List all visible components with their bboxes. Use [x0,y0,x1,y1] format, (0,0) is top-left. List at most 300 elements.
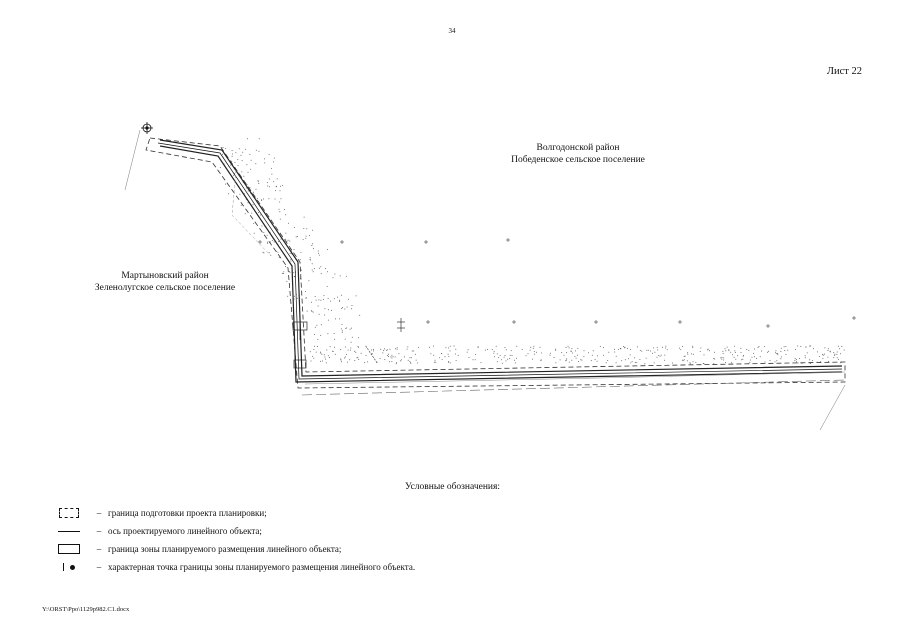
stipple-dot [364,362,365,363]
stipple-dot [329,357,330,358]
settlement-name: Победенское сельское поселение [511,155,645,165]
stipple-dot [355,352,356,353]
stipple-dot [313,312,314,313]
stipple-dot [795,349,796,350]
stipple-dot [228,193,229,194]
stipple-dot [679,348,680,349]
stipple-dot [269,252,270,253]
stipple-dot [580,359,581,360]
stipple-dot [307,311,308,312]
stipple-dot [639,359,640,360]
stipple-dot [588,352,589,353]
stipple-dot [358,347,359,348]
stipple-dot [781,348,782,349]
stipple-dot [271,174,272,175]
stipple-dot [312,230,313,231]
stipple-dot [800,346,801,347]
stipple-dot [319,255,320,256]
stipple-dot [231,161,232,162]
stipple-dot [371,354,372,355]
stipple-dot [754,349,755,350]
stipple-dot [731,362,732,363]
stipple-dot [233,175,234,176]
stipple-dot [258,181,259,182]
solid-line-icon [48,524,90,538]
stipple-dot [348,350,349,351]
stipple-dot [396,363,397,364]
stipple-dot [398,353,399,354]
stipple-dot [288,240,289,241]
stipple-dot [692,347,693,348]
stipple-dot [285,214,286,215]
stipple-dot [657,350,658,351]
stipple-dot [550,353,551,354]
stipple-dot [667,349,668,350]
stipple-dot [346,276,347,277]
stipple-dot [283,271,284,272]
stipple-dot [805,357,806,358]
stipple-dot [270,255,271,256]
stipple-dot [780,358,781,359]
stipple-dot [354,360,355,361]
stipple-dot [345,347,346,348]
stipple-dot [285,266,286,267]
stipple-dot [822,358,823,359]
stipple-dot [391,358,392,359]
stipple-dot [430,353,431,354]
stipple-dot [810,363,811,364]
stipple-dot [272,240,273,241]
stipple-dot [690,363,691,364]
stipple-dot [841,346,842,347]
stipple-dot [368,349,369,350]
stipple-dot [306,297,307,298]
stipple-dot [434,362,435,363]
stipple-dot [636,362,637,363]
stipple-dot [620,348,621,349]
stipple-dot [350,329,351,330]
stipple-dot [318,251,319,252]
stipple-dot [342,330,343,331]
stipple-dot [372,356,373,357]
stipple-dot [592,355,593,356]
stipple-dot [737,355,738,356]
stipple-dot [327,286,328,287]
stipple-dot [637,346,638,347]
legend-item [48,558,568,576]
stipple-dot [796,359,797,360]
stipple-dot [450,362,451,363]
stipple-dot [641,351,642,352]
stipple-dot [320,352,321,353]
stipple-dot [267,243,268,244]
stipple-dot [828,350,829,351]
stipple-dot [263,252,264,253]
stipple-dot [341,361,342,362]
stipple-dot [256,150,257,151]
stipple-dot [294,276,295,277]
stipple-dot [501,359,502,360]
stipple-dot [389,361,390,362]
stipple-dot [648,350,649,351]
stipple-dot [335,318,336,319]
stipple-dot [603,347,604,348]
stipple-dot [328,298,329,299]
stipple-dot [566,347,567,348]
stipple-dot [254,233,255,234]
stipple-dot [735,359,736,360]
stipple-dot [269,186,270,187]
stipple-dot [796,361,797,362]
stipple-dot [305,238,306,239]
stipple-dot [301,270,302,271]
stipple-dot [714,352,715,353]
stipple-dot [306,228,307,229]
stipple-dot [340,359,341,360]
stipple-dot [776,353,777,354]
stipple-dot [418,347,419,348]
stipple-dot [646,358,647,359]
zone-boundary-outer [160,140,842,376]
stipple-dot [366,355,367,356]
stipple-dot [597,361,598,362]
stipple-dot [237,159,238,160]
stipple-dot [258,212,259,213]
stipple-dot [284,209,285,210]
stipple-dot [257,198,258,199]
stipple-dot [342,324,343,325]
stipple-dot [288,223,289,224]
stipple-dot [722,357,723,358]
stipple-dot [279,211,280,212]
stipple-dot [313,248,314,249]
stipple-dot [600,346,601,347]
stipple-dot [532,359,533,360]
stipple-dot [296,236,297,237]
stipple-dot [267,242,268,243]
stipple-dot [714,359,715,360]
stipple-dot [319,268,320,269]
stipple-dot [571,360,572,361]
stipple-dot [225,148,226,149]
stipple-dot [576,358,577,359]
planning-boundary-line [146,138,845,388]
stipple-dot [650,351,651,352]
stipple-dot [606,362,607,363]
stipple-dot [478,347,479,348]
stipple-dot [839,348,840,349]
stipple-dot [358,346,359,347]
stipple-dot [334,333,335,334]
stipple-dot [509,358,510,359]
stipple-dot [541,353,542,354]
stipple-dot [630,354,631,355]
stipple-dot [533,348,534,349]
stipple-dot [225,184,226,185]
stipple-dot [654,352,655,353]
stipple-dot [349,359,350,360]
stipple-dot [664,360,665,361]
stipple-dot [345,357,346,358]
legend-title: Условные обозначения: [404,482,500,492]
stipple-dot [798,363,799,364]
stipple-dot [530,350,531,351]
stipple-dot [838,346,839,347]
stipple-dot [261,199,262,200]
stipple-dot [358,359,359,360]
stipple-dot [777,354,778,355]
stipple-dot [498,357,499,358]
stipple-dot [281,239,282,240]
stipple-dot [267,182,268,183]
stipple-dot [805,355,806,356]
stipple-dot [273,161,274,162]
stipple-dot [700,351,701,352]
legend-dash: – [96,544,102,554]
stipple-dot [561,352,562,353]
stipple-dot [376,361,377,362]
stipple-dot [263,252,264,253]
stipple-dot [566,352,567,353]
stipple-dot [785,346,786,347]
stipple-dot [732,354,733,355]
stipple-dot [685,356,686,357]
stipple-dot [239,148,240,149]
road-line [820,385,845,430]
stipple-dot [770,360,771,361]
stipple-dot [672,363,673,364]
stipple-dot [347,362,348,363]
stipple-dot [320,353,321,354]
stipple-dot [239,194,240,195]
stipple-dot [433,355,434,356]
stipple-dot [258,180,259,181]
stipple-dot [768,351,769,352]
stipple-dot [625,359,626,360]
stipple-dot [550,355,551,356]
stipple-dot [828,361,829,362]
stipple-dot [680,349,681,350]
terrain-stipple [220,138,845,364]
stipple-dot [844,350,845,351]
stipple-dot [308,280,309,281]
stipple-dot [388,354,389,355]
stipple-dot [741,352,742,353]
stipple-dot [824,354,825,355]
stipple-dot [683,360,684,361]
stipple-dot [279,257,280,258]
stipple-dot [382,352,383,353]
stipple-dot [335,354,336,355]
legend-item [48,504,568,522]
legend-text: граница подготовки проекта планировки; [108,508,267,518]
stipple-dot [267,235,268,236]
stipple-dot [515,362,516,363]
stipple-dot [765,362,766,363]
stipple-dot [313,358,314,359]
stipple-dot [245,213,246,214]
stipple-dot [450,350,451,351]
stipple-dot [241,155,242,156]
stipple-dot [764,346,765,347]
stipple-dot [510,355,511,356]
stipple-dot [388,356,389,357]
stipple-dot [331,310,332,311]
stipple-dot [287,296,288,297]
stipple-dot [350,348,351,349]
stipple-dot [742,359,743,360]
stipple-dot [305,291,306,292]
stipple-dot [375,359,376,360]
stipple-dot [294,249,295,250]
stipple-dot [417,362,418,363]
stipple-dot [833,357,834,358]
stipple-dot [315,327,316,328]
stipple-dot [627,348,628,349]
stipple-dot [306,298,307,299]
stipple-dot [723,357,724,358]
stipple-dot [324,357,325,358]
stipple-dot [271,168,272,169]
stipple-dot [243,176,244,177]
stipple-dot [458,355,459,356]
stipple-dot [253,204,254,205]
stipple-dot [522,349,523,350]
stipple-dot [324,308,325,309]
stipple-dot [297,236,298,237]
stipple-dot [534,354,535,355]
stipple-dot [334,347,335,348]
stipple-dot [245,149,246,150]
stipple-dot [334,274,335,275]
stipple-dot [836,354,837,355]
stipple-dot [366,347,367,348]
stipple-dot [330,301,331,302]
dashed-rectangle-icon [48,506,90,520]
stipple-dot [340,349,341,350]
stipple-dot [806,346,807,347]
stipple-dot [289,241,290,242]
stipple-dot [256,189,257,190]
stipple-dot [300,259,301,260]
stipple-dot [534,351,535,352]
stipple-dot [261,226,262,227]
stipple-dot [280,190,281,191]
stipple-dot [267,186,268,187]
stipple-dot [269,154,270,155]
stipple-dot [634,357,635,358]
stipple-dot [574,356,575,357]
stipple-dot [238,165,239,166]
stipple-dot [445,356,446,357]
stipple-dot [358,337,359,338]
stipple-dot [234,162,235,163]
stipple-dot [232,154,233,155]
legend-dash: – [96,508,102,518]
stipple-dot [614,349,615,350]
stipple-dot [328,355,329,356]
stipple-dot [359,315,360,316]
stipple-dot [775,361,776,362]
stipple-dot [333,277,334,278]
stipple-dot [481,362,482,363]
stipple-dot [247,184,248,185]
stipple-dot [248,191,249,192]
stipple-dot [341,328,342,329]
stipple-dot [248,172,249,173]
stipple-dot [506,349,507,350]
stipple-dot [311,302,312,303]
stipple-dot [468,349,469,350]
sheet-label: Лист 22 [826,66,862,77]
stipple-dot [448,362,449,363]
stipple-dot [321,324,322,325]
stipple-dot [435,362,436,363]
stipple-dot [502,363,503,364]
stipple-dot [784,350,785,351]
stipple-dot [566,358,567,359]
stipple-dot [276,186,277,187]
stipple-dot [395,348,396,349]
stipple-dot [665,346,666,347]
stipple-dot [693,354,694,355]
stipple-dot [570,351,571,352]
stipple-dot [572,353,573,354]
stipple-dot [734,346,735,347]
stipple-dot [314,346,315,347]
stipple-dot [352,337,353,338]
stipple-dot [346,354,347,355]
stipple-dot [264,162,265,163]
stipple-dot [455,349,456,350]
stipple-dot [387,349,388,350]
stipple-dot [373,357,374,358]
stipple-dot [413,351,414,352]
stipple-dot [752,357,753,358]
stipple-dot [220,167,221,168]
stipple-dot [505,355,506,356]
stipple-dot [315,296,316,297]
stipple-dot [312,356,313,357]
stipple-dot [316,325,317,326]
stipple-dot [339,300,340,301]
stipple-dot [390,356,391,357]
stipple-dot [568,346,569,347]
stipple-dot [328,309,329,310]
stipple-dot [306,236,307,237]
stipple-dot [222,154,223,155]
road-line [125,130,140,190]
stipple-dot [812,360,813,361]
stipple-dot [754,356,755,357]
stipple-dot [351,342,352,343]
stipple-dot [323,295,324,296]
stipple-dot [339,301,340,302]
stipple-dot [356,295,357,296]
stipple-dot [823,355,824,356]
stipple-dot [246,164,247,165]
stipple-dot [760,356,761,357]
stipple-dot [707,349,708,350]
legend-text: ось проектируемого линейного объекта; [108,526,262,536]
stipple-dot [687,354,688,355]
stipple-dot [514,360,515,361]
stipple-dot [357,357,358,358]
stipple-dot [317,339,318,340]
stipple-dot [411,357,412,358]
stipple-dot [569,362,570,363]
stipple-dot [555,350,556,351]
